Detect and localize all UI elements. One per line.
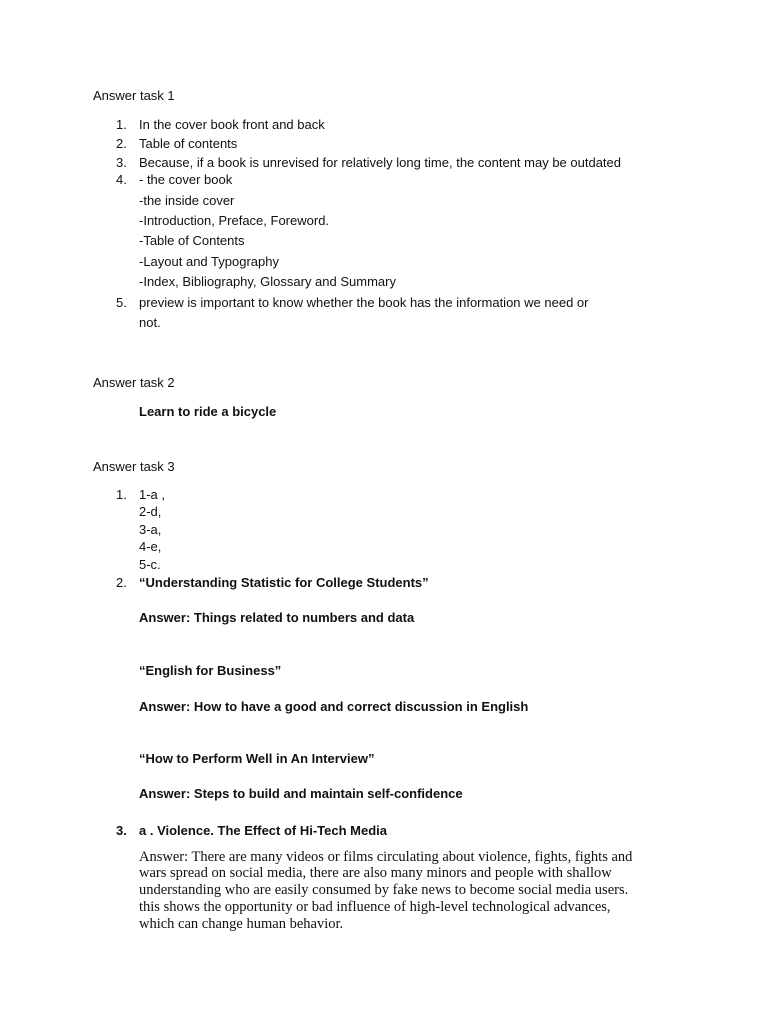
task1-item4-sub4: -Layout and Typography [139, 254, 279, 269]
task1-item1-number: 1. [116, 117, 127, 132]
task2-answer: Learn to ride a bicycle [139, 404, 277, 419]
task3-item3-answer-line5: which can change human behavior. [139, 916, 344, 932]
task3-item1-line5: 5-c. [139, 557, 161, 572]
task3-item2-entry1-answer: Answer: Things related to numbers and data [139, 610, 415, 625]
task3-item3-answer-line2: wars spread on social media, there are also many minors and people with shallow [139, 865, 612, 881]
task3-item2-entry2-answer: Answer: How to have a good and correct discussion in English [139, 699, 529, 714]
task1-item4-sub1: -the inside cover [139, 193, 235, 208]
task3-item3-answer-line1: Answer: There are many videos or films circulating about violence, fights, fights and [139, 849, 633, 865]
task3-item1-line3: 3-a, [139, 522, 162, 537]
task1-item4-number: 4. [116, 172, 127, 187]
task1-item5-number: 5. [116, 295, 127, 310]
task3-item2-entry3-answer: Answer: Steps to build and maintain self-confidence [139, 786, 463, 801]
task3-item1-number: 1. [116, 487, 127, 502]
task1-item4-sub5: -Index, Bibliography, Glossary and Summary [139, 274, 396, 289]
task3-item1-line2: 2-d, [139, 504, 162, 519]
task1-item2-number: 2. [116, 136, 127, 151]
task1-item4-sub2: -Introduction, Preface, Foreword. [139, 213, 330, 228]
task1-item1-text: In the cover book front and back [139, 117, 325, 132]
task3-item1-line4: 4-e, [139, 539, 162, 554]
task1-item3-number: 3. [116, 155, 127, 170]
task1-item2-text: Table of contents [139, 136, 238, 151]
task3-item2-entry1-title: “Understanding Statistic for College Students” [139, 575, 429, 590]
task1-item5-continuation: not. [139, 315, 161, 330]
task3-item3-answer-line4: this shows the opportunity or bad influence of high-level technological advances, [139, 899, 611, 915]
task1-item5-text: preview is important to know whether the book has the information we need or [139, 295, 589, 310]
task1-item4-sub3: -Table of Contents [139, 233, 245, 248]
task1-heading: Answer task 1 [93, 88, 175, 103]
task3-item3-number: 3. [116, 823, 127, 838]
task3-item2-entry2-title: “English for Business” [139, 663, 282, 678]
task3-item1-line1: 1-a , [139, 487, 166, 502]
task1-item4-text: - the cover book [139, 172, 233, 187]
task3-item2-entry3-title: “How to Perform Well in An Interview” [139, 751, 375, 766]
task3-item3-title: a . Violence. The Effect of Hi-Tech Media [139, 823, 388, 838]
task3-item2-number: 2. [116, 575, 127, 590]
task1-item3-text: Because, if a book is unrevised for relatively long time, the content may be outdated [139, 155, 621, 170]
task3-heading: Answer task 3 [93, 459, 175, 474]
task3-item3-answer-line3: understanding who are easily consumed by fake news to become social media users. [139, 882, 629, 898]
task2-heading: Answer task 2 [93, 375, 175, 390]
